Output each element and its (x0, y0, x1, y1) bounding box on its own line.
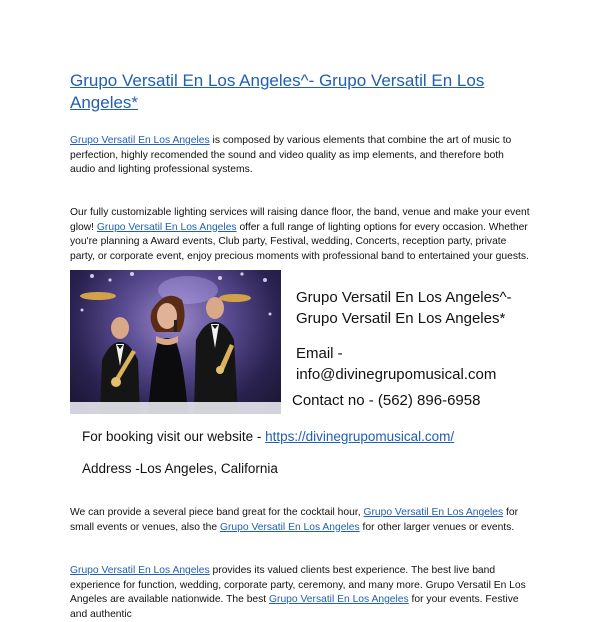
website-link[interactable]: https://divinegrupomusical.com/ (265, 429, 455, 444)
paragraph-text: Our fully customizable lighting services will raising dance floor, the band, venue and make your event glow! (70, 207, 530, 233)
contact-number: Contact no - (562) 896-6958 (292, 392, 481, 409)
address: Address -Los Angeles, California (82, 461, 278, 476)
paragraph-text: for your events. Festive and authentic (70, 594, 519, 620)
paragraph-text: We can provide a several piece band great for the cocktail hour, (70, 507, 364, 518)
band-photo (70, 270, 281, 414)
inline-link[interactable]: Grupo Versatil En Los Angeles (70, 565, 210, 576)
inline-link[interactable]: Grupo Versatil En Los Angeles (269, 594, 409, 605)
paragraph-lighting (70, 206, 530, 264)
inline-link[interactable]: Grupo Versatil En Los Angeles (363, 507, 504, 518)
inline-link[interactable]: Grupo Versatil En Los Angeles (219, 521, 360, 533)
paragraph-text: offer a full range of lighting options for every occasion. Whether you're planning a Award events, Club party, Festival, wedding, Concerts, reception party, private party, or corporate event, enjoy precious moments with professional band to entertained your guests. (70, 221, 529, 262)
inline-link[interactable]: Grupo Versatil En Los Angeles (96, 221, 237, 233)
email-value: info@divinegrupomusical.com (296, 366, 497, 383)
paragraph-experience (70, 564, 530, 622)
paragraph-text: for other larger venues or events. (359, 521, 515, 533)
inline-link[interactable]: Grupo Versatil En Los Angeles (70, 135, 210, 146)
email-label: Email - (296, 345, 343, 362)
paragraph-intro (70, 134, 530, 178)
document-title[interactable]: Grupo Versatil En Los Angeles^- Grupo Versatil En Los Angeles* (70, 71, 485, 112)
booking-line (82, 426, 454, 447)
paragraph-text: provides its valued clients best experience. The best live band experience for function, wedding, corporate party, ceremony, and many more. Grupo Versatil En Los Angeles are available nationwide. The best (70, 565, 526, 605)
paragraph-text: for small events or venues, also the (70, 507, 519, 533)
paragraph-band-sizes (70, 506, 530, 535)
booking-label: For booking visit our website - (82, 429, 266, 444)
contact-card-title: Grupo Versatil En Los Angeles^- Grupo Versatil En Los Angeles* (296, 289, 512, 327)
paragraph-text: is composed by various elements that combine the art of music to perfection, highly recomended the sound and video quality as imp elements, and therefore both audio and lighting professional systems. (70, 135, 512, 175)
